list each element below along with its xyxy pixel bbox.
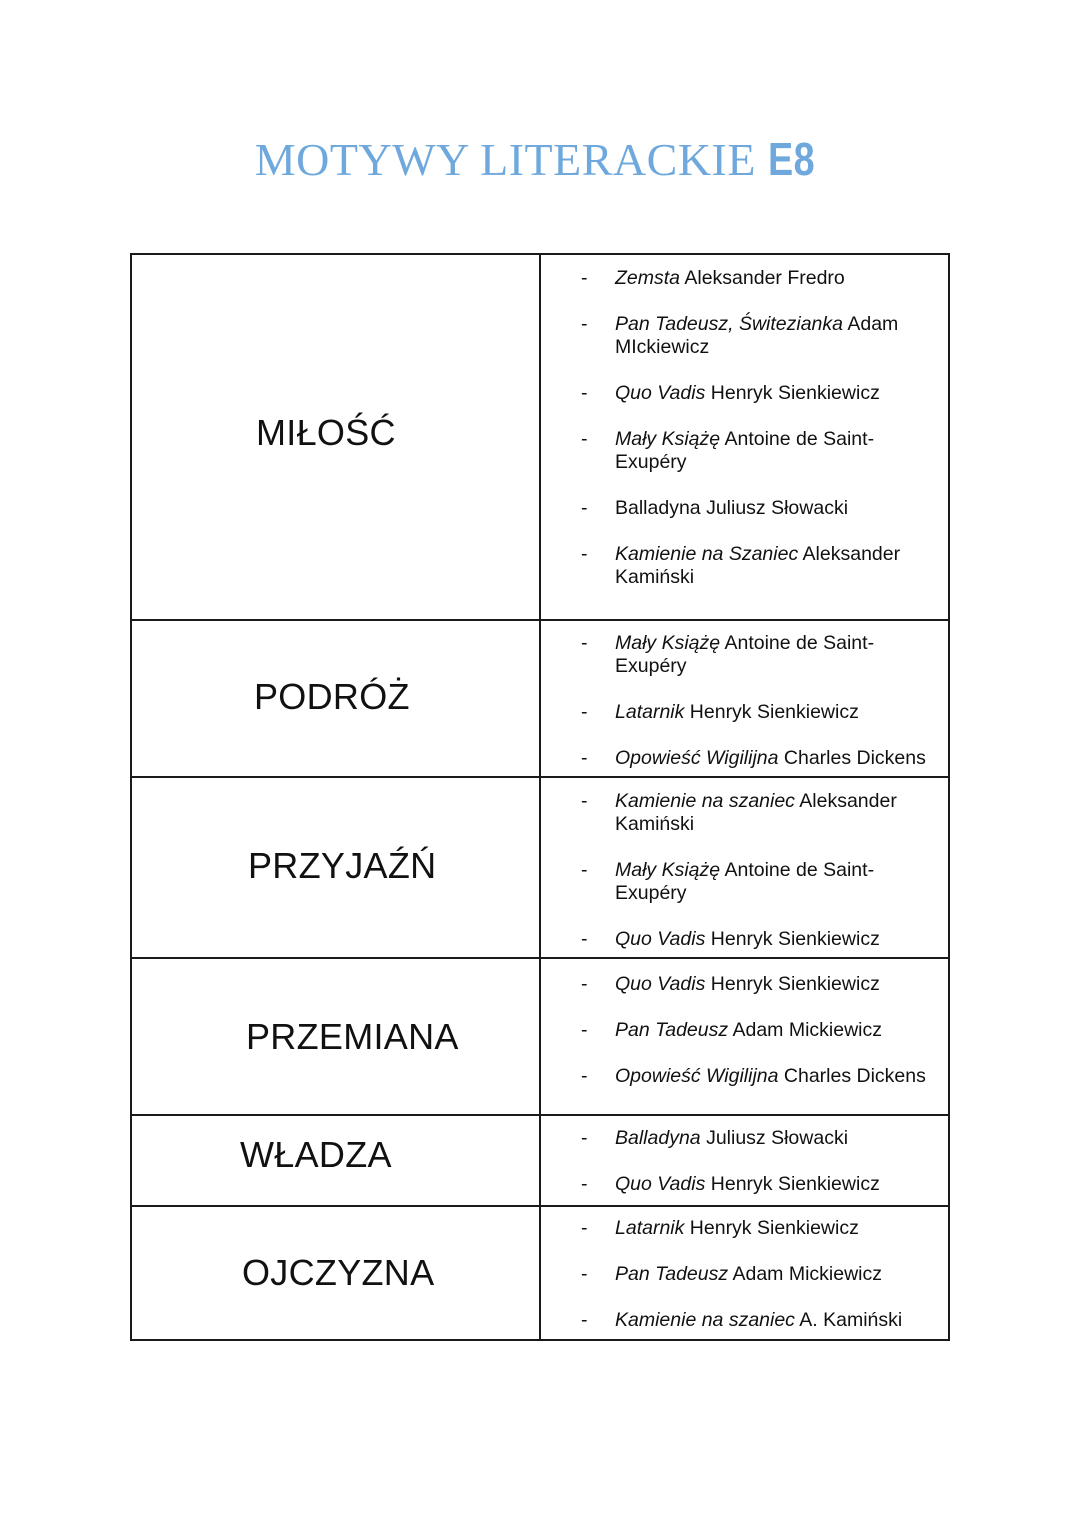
book-author: Adam MIckiewicz — [615, 313, 899, 358]
works-cell — [540, 1115, 949, 1206]
work-item — [541, 1127, 948, 1150]
works-list — [541, 779, 948, 957]
motif-label: PRZYJAŹŃ — [248, 844, 437, 886]
book-author: Antoine de Saint-Exupéry — [615, 631, 875, 677]
works-cell — [540, 777, 949, 958]
work-item — [541, 313, 948, 359]
book-author: Adam Mickiewicz — [728, 1263, 882, 1285]
motif-row — [131, 620, 949, 777]
book-author: Henryk Sienkiewicz — [684, 700, 859, 723]
book-author: Aleksander Kamiński — [615, 543, 901, 588]
motif-row — [131, 1115, 949, 1206]
book-title: Kamienie na Szaniec — [615, 543, 799, 565]
work-item — [541, 973, 948, 996]
page-title — [0, 132, 1080, 186]
motif-label: PODRÓŻ — [254, 675, 410, 717]
motif-row — [131, 777, 949, 958]
motif-cell — [131, 254, 540, 620]
book-title: Pan Tadeusz — [615, 1019, 729, 1041]
works-list — [541, 963, 948, 1110]
works-cell — [540, 620, 949, 777]
motif-row — [131, 1206, 949, 1340]
work-item — [541, 859, 948, 905]
exam-code: E8 — [767, 133, 815, 185]
works-cell — [540, 254, 949, 620]
motif-label: PRZEMIANA — [246, 1015, 459, 1057]
motif-cell — [131, 958, 540, 1115]
book-title: Pan Tadeusz — [615, 1263, 729, 1285]
book-author: Juliusz Słowacki — [700, 1127, 849, 1149]
book-title: Quo Vadis — [615, 973, 706, 995]
work-item — [541, 1173, 948, 1196]
work-item — [541, 790, 948, 836]
book-title: Opowieść Wigilijna — [615, 746, 779, 769]
works-list — [541, 1208, 948, 1338]
motif-label: OJCZYZNA — [242, 1252, 435, 1293]
work-item — [541, 1019, 948, 1042]
work-item — [541, 928, 948, 951]
work-item — [541, 1309, 948, 1332]
work-item — [541, 1217, 948, 1240]
motif-cell — [131, 777, 540, 958]
book-author: A. Kamiński — [794, 1309, 903, 1331]
motif-cell — [131, 1115, 540, 1206]
motif-row — [131, 958, 949, 1115]
book-title: Latarnik — [615, 700, 685, 723]
motif-row — [131, 254, 949, 620]
book-author: Antoine de Saint-Exupéry — [615, 858, 875, 904]
motif-label: WŁADZA — [240, 1133, 392, 1175]
book-author: Henryk Sienkiewicz — [705, 927, 880, 950]
book-author: Henryk Sienkiewicz — [705, 1173, 880, 1195]
works-list — [541, 622, 948, 776]
book-title: Quo Vadis — [615, 927, 706, 950]
book-title: Kamienie na szaniec — [615, 1309, 795, 1331]
book-title: Zemsta — [615, 267, 681, 289]
motif-cell — [131, 1206, 540, 1340]
book-author: Henryk Sienkiewicz — [705, 973, 880, 995]
motif-label: MIŁOŚĆ — [256, 412, 396, 453]
work-item — [541, 497, 948, 520]
motif-cell — [131, 620, 540, 777]
book-title: Latarnik — [615, 1217, 685, 1239]
work-item — [541, 1263, 948, 1286]
book-title: Mały Książę — [615, 858, 721, 881]
works-cell — [540, 1206, 949, 1340]
book-title: Quo Vadis — [615, 382, 706, 404]
work-item — [541, 543, 948, 589]
works-cell — [540, 958, 949, 1115]
book-author: Antoine de Saint-Exupéry — [615, 428, 875, 473]
book-author: Henryk Sienkiewicz — [684, 1217, 859, 1239]
works-list — [541, 255, 948, 619]
book-title: Quo Vadis — [615, 1173, 706, 1195]
book-title: Balladyna — [615, 1127, 701, 1149]
work-item — [541, 632, 948, 678]
work-item — [541, 267, 948, 290]
work-item — [541, 701, 948, 724]
book-title: Mały Książę — [615, 631, 721, 654]
book-title: Kamienie na szaniec — [615, 789, 795, 812]
title-text: MOTYWY LITERACKIE — [254, 134, 756, 185]
work-item — [541, 747, 948, 770]
book-title: Pan Tadeusz, Świtezianka — [615, 313, 844, 335]
work-item — [541, 382, 948, 405]
book-author: Aleksander Fredro — [680, 267, 845, 289]
book-author: Charles Dickens — [778, 746, 926, 769]
motifs-table — [130, 253, 950, 1341]
book-title: Mały Książę — [615, 428, 721, 450]
work-item — [541, 428, 948, 474]
work-item — [541, 1065, 948, 1088]
book-author: Adam Mickiewicz — [728, 1019, 882, 1041]
book-author: Balladyna Juliusz Słowacki — [615, 497, 849, 519]
works-list — [541, 1119, 948, 1202]
book-title: Opowieść Wigilijna — [615, 1065, 779, 1087]
book-author: Aleksander Kamiński — [615, 789, 897, 835]
book-author: Henryk Sienkiewicz — [705, 382, 880, 404]
book-author: Charles Dickens — [778, 1065, 926, 1087]
